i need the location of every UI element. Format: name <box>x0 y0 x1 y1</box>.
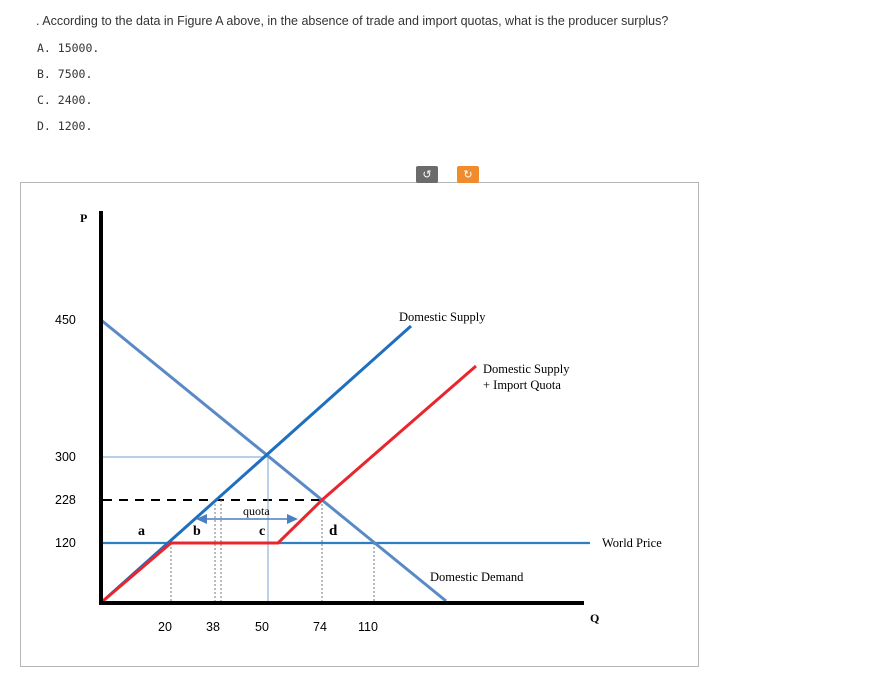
x-tick-label: 74 <box>313 620 327 634</box>
series-label-supply-quota-line2: + Import Quota <box>483 378 561 392</box>
y-tick-label: 450 <box>55 313 76 327</box>
x-tick-label: 110 <box>358 620 378 634</box>
rotate-right-icon[interactable]: ↻ <box>457 166 479 183</box>
option-c[interactable]: C. 2400. <box>37 93 93 107</box>
supply-plus-quota-line <box>103 366 476 601</box>
option-b[interactable]: B. 7500. <box>37 67 93 81</box>
series-label-domestic-supply: Domestic Supply <box>399 310 486 324</box>
area-label-a: a <box>138 524 145 539</box>
x-axis-symbol: Q <box>590 611 600 625</box>
series-label-supply-quota-line1: Domestic Supply <box>483 362 570 376</box>
area-label-b: b <box>193 524 201 539</box>
y-tick-label: 228 <box>55 493 76 507</box>
y-tick-label: 120 <box>55 536 76 550</box>
series-label-domestic-demand: Domestic Demand <box>430 570 524 584</box>
quota-arrow-head-right <box>287 514 298 524</box>
rotate-left-icon[interactable]: ↺ <box>416 166 438 183</box>
area-label-c: c <box>259 524 266 539</box>
option-d[interactable]: D. 1200. <box>37 119 93 133</box>
y-tick-label: 300 <box>55 450 76 464</box>
question-text: . According to the data in Figure A above, in the absence of trade and import quotas, what is the producer surplus? <box>36 14 669 28</box>
x-tick-label: 20 <box>158 620 172 634</box>
y-axis-symbol: P <box>80 211 88 225</box>
x-tick-label: 50 <box>255 620 269 634</box>
series-label-world-price: World Price <box>602 536 662 550</box>
x-tick-label: 38 <box>206 620 220 634</box>
option-a[interactable]: A. 15000. <box>37 41 100 55</box>
area-label-d: d <box>329 523 338 539</box>
quota-label: quota <box>243 504 270 518</box>
